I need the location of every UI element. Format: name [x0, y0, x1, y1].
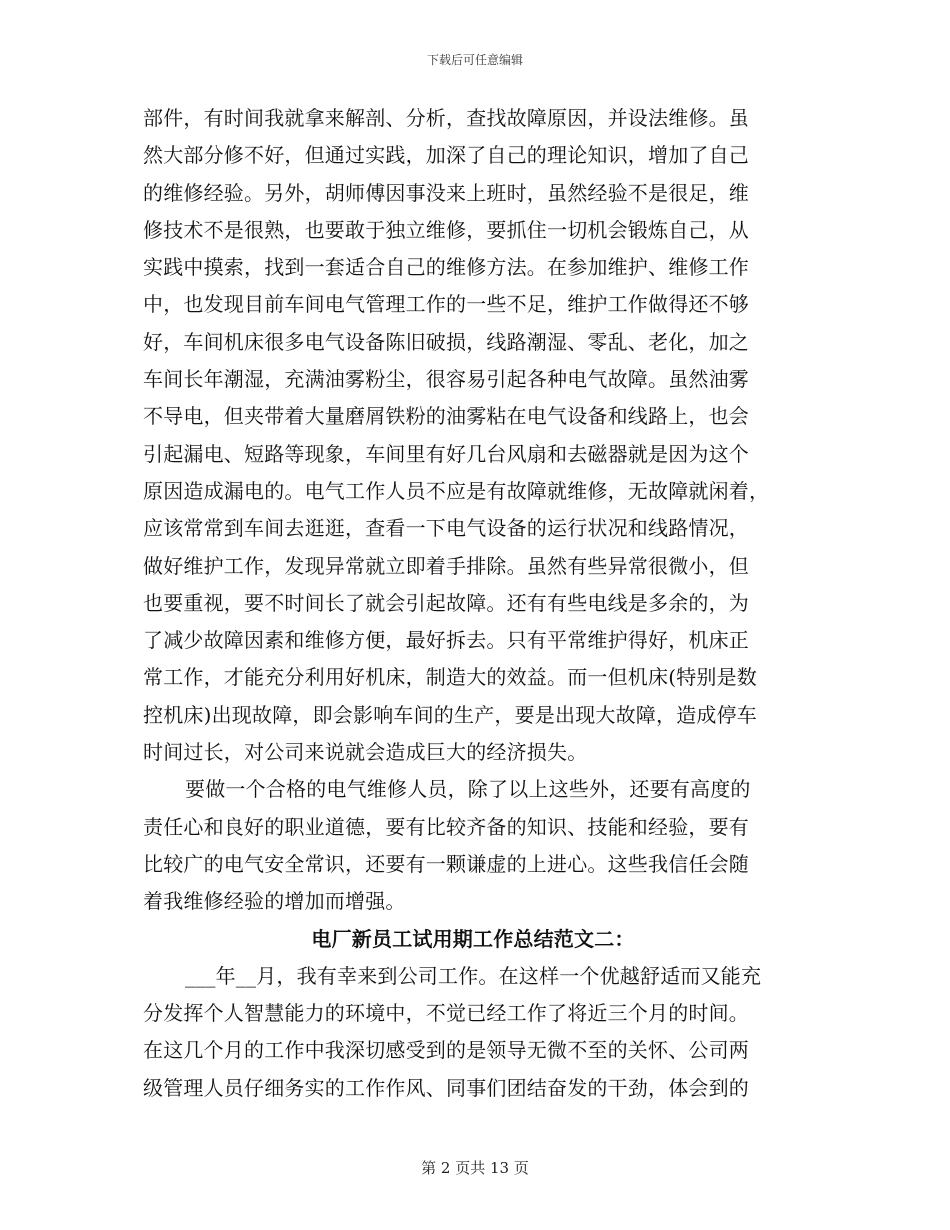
paragraph-line: 常工作，才能充分利用好机床，制造大的效益。而一但机床(特别是数	[143, 665, 758, 690]
paragraph-line: 实践中摸索，找到一套适合自己的维修方法。在参加维护、维修工作	[143, 255, 749, 280]
paragraph-line: 责任心和良好的职业道德，要有比较齐备的知识、技能和经验，要有	[143, 814, 749, 839]
paragraph-line: 修技术不是很熟，也要敢于独立维修，要抓住一切机会锻炼自己，从	[143, 217, 749, 242]
paragraph-line: 引起漏电、短路等现象，车间里有好几台风扇和去磁器就是因为这个	[143, 441, 749, 466]
paragraph-line: 着我维修经验的增加而增强。	[143, 889, 406, 914]
page-header: 下载后可任意编辑	[426, 53, 523, 67]
document-body	[143, 100, 803, 1107]
paragraph-line: 好，车间机床很多电气设备陈旧破损，线路潮湿、零乱、老化，加之	[143, 329, 749, 354]
page-number: 第 2 页共 13 页	[421, 1159, 529, 1177]
paragraph-line: 比较广的电气安全常识，还要有一颗谦虚的上进心。这些我信任会随	[143, 851, 749, 876]
paragraph-line: 分发挥个人智慧能力的环境中，不觉已经工作了将近三个月的时间。	[143, 1001, 749, 1026]
paragraph-line: ___年__月，我有幸来到公司工作。在这样一个优越舒适而又能充	[185, 963, 762, 988]
paragraph-line: 应该常常到车间去逛逛，查看一下电气设备的运行状况和线路情况，	[143, 516, 749, 541]
paragraph-line: 控机床)出现故障，即会影响车间的生产，要是出现大故障，造成停车	[143, 702, 758, 727]
paragraph-line: 时间过长，对公司来说就会造成巨大的经济损失。	[143, 740, 588, 765]
paragraph-line: 级管理人员仔细务实的工作作风、同事们团结奋发的干劲，体会到的	[143, 1075, 749, 1100]
paragraph-line: 不导电，但夹带着大量磨屑铁粉的油雾粘在电气设备和线路上，也会	[143, 404, 749, 429]
paragraph-line: 了减少故障因素和维修方便，最好拆去。只有平常维护得好，机床正	[143, 628, 749, 653]
paragraph-line: 车间长年潮湿，充满油雾粉尘，很容易引起各种电气故障。虽然油雾	[143, 367, 749, 392]
paragraph-line: 原因造成漏电的。电气工作人员不应是有故障就维修，无故障就闲着，	[143, 478, 770, 503]
section-heading: 电厂新员工试用期工作总结范文二：	[311, 926, 635, 951]
paragraph-line: 的维修经验。另外，胡师傅因事没来上班时，虽然经验不是很足，维	[143, 180, 749, 205]
paragraph-line: 做好维护工作，发现异常就立即着手排除。虽然有些异常很微小，但	[143, 553, 749, 578]
paragraph-line: 部件，有时间我就拿来解剖、分析，查找故障原因，并设法维修。虽	[143, 106, 749, 130]
paragraph-line: 中，也发现目前车间电气管理工作的一些不足，维护工作做得还不够	[143, 292, 749, 317]
paragraph-line: 然大部分修不好，但通过实践，加深了自己的理论知识，增加了自己	[143, 143, 749, 168]
paragraph-line: 在这几个月的工作中我深切感受到的是领导无微不至的关怀、公司两	[143, 1038, 749, 1063]
paragraph-line: 也要重视，要不时间长了就会引起故障。还有有些电线是多余的，为	[143, 590, 749, 615]
paragraph-line: 要做一个合格的电气维修人员，除了以上这些外，还要有高度的	[185, 777, 751, 802]
